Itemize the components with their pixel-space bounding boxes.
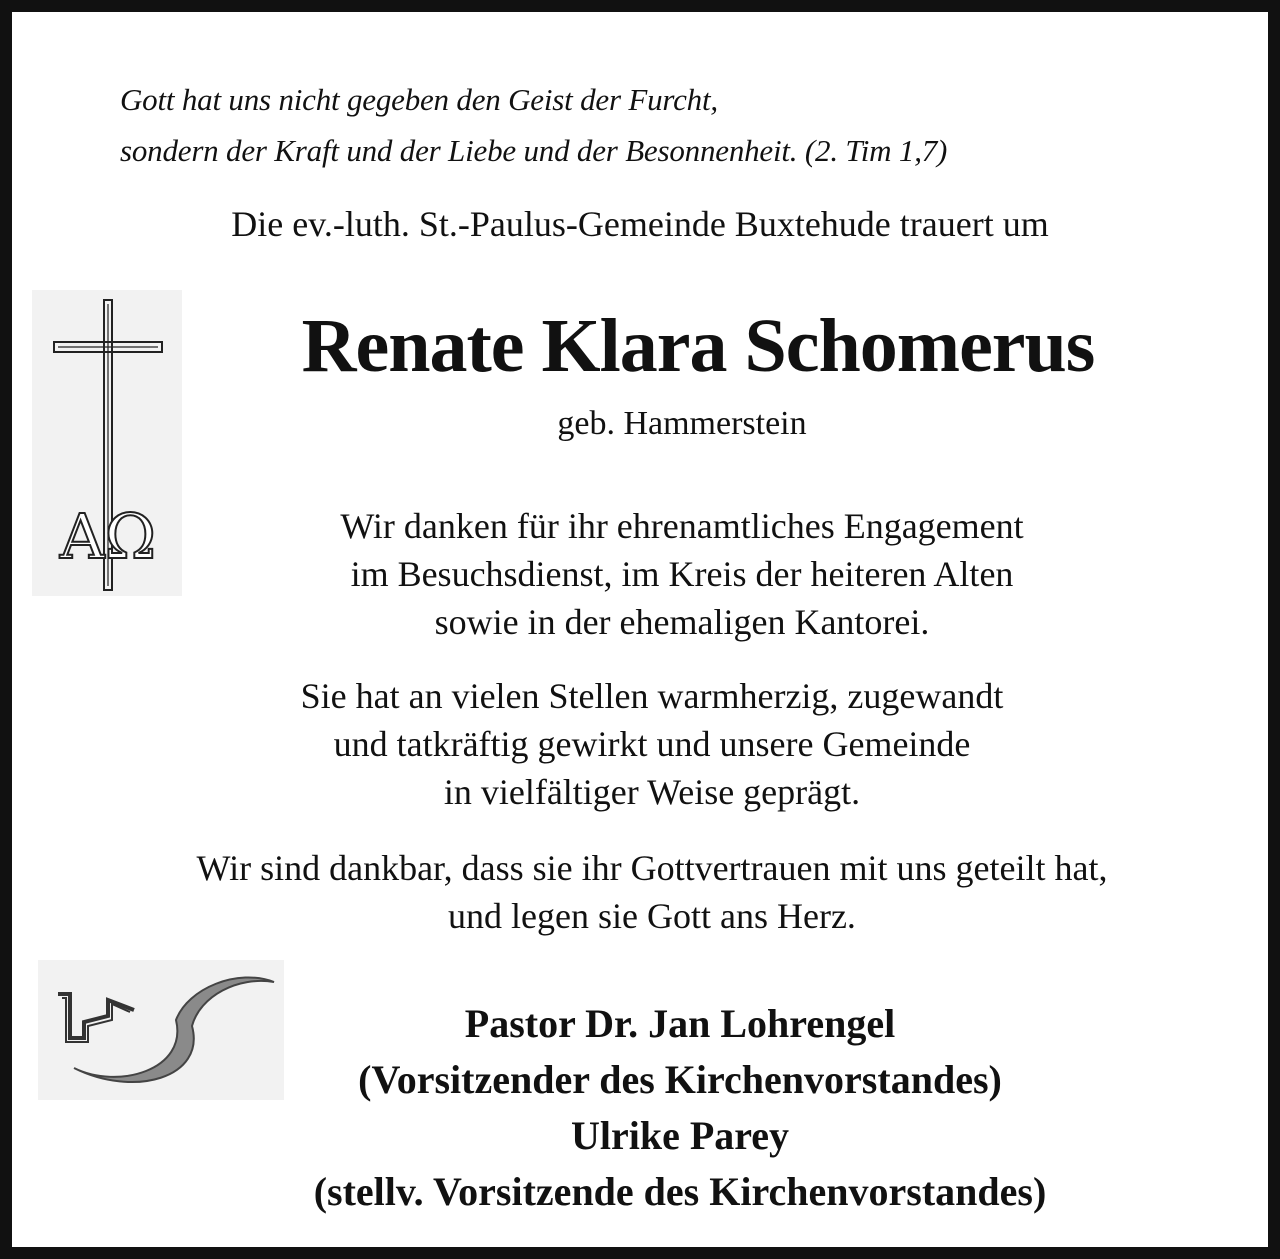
paragraph-line: und legen sie Gott ans Herz.	[448, 896, 856, 936]
paragraph	[152, 672, 1152, 816]
signatory-name: Ulrike Parey	[570, 1113, 790, 1158]
signatory-role: (Vorsitzender des Kirchenvorstandes)	[358, 1057, 1002, 1102]
signatory-name: Pastor Dr. Jan Lohrengel	[464, 1001, 896, 1046]
deceased-name: Renate Klara Schomerus	[301, 304, 1095, 388]
cross-icon	[32, 290, 182, 596]
maiden-name: geb. Hammerstein	[557, 405, 807, 442]
paragraph-line: im Besuchsdienst, im Kreis der heiteren Alten	[350, 554, 1014, 594]
bible-verse	[120, 74, 947, 176]
paragraph-line: und tatkräftig gewirkt und unsere Gemeinde	[333, 724, 971, 764]
paragraph-line: Wir danken für ihr ehrenamtliches Engagement	[340, 506, 1024, 546]
bible-verse-line: sondern der Kraft und der Liebe und der Besonnenheit. (2. Tim 1,7)	[120, 133, 948, 168]
bible-verse-line: Gott hat uns nicht gegeben den Geist der Furcht,	[120, 82, 718, 117]
alpha-omega-symbol: AΩ	[59, 500, 157, 573]
signatory-role: (stellv. Vorsitzende des Kirchenvorstandes)	[313, 1169, 1047, 1214]
paragraph-line: Wir sind dankbar, dass sie ihr Gottvertrauen mit uns geteilt hat,	[196, 848, 1108, 888]
mourning-intro: Die ev.-luth. St.-Paulus-Gemeinde Buxtehude trauert um	[231, 204, 1049, 244]
paragraph	[12, 844, 1280, 940]
paragraph	[182, 502, 1182, 646]
paragraph-line: Sie hat an vielen Stellen warmherzig, zugewandt	[300, 676, 1004, 716]
paragraph-line: sowie in der ehemaligen Kantorei.	[434, 602, 930, 642]
signatories	[180, 996, 1180, 1220]
paragraph-line: in vielfältiger Weise geprägt.	[443, 772, 861, 812]
